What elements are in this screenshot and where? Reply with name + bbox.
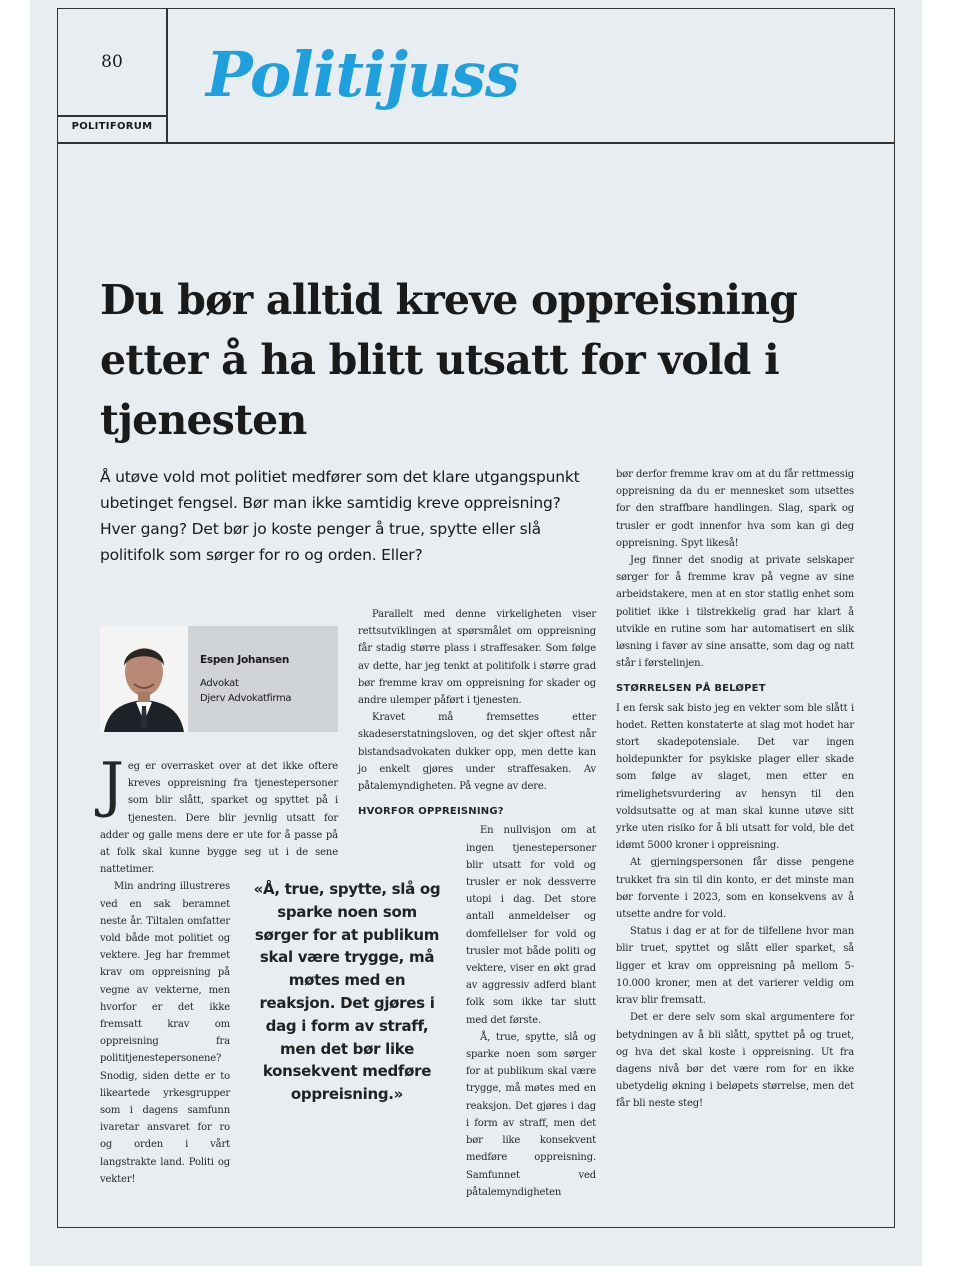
paragraph: bør derfor fremme krav om at du får rettmessig oppreisning da du er mennesket som utsettes for den straffbare handlingen. Slag, spark og trusler er godt innenfor hva som kan gi deg oppreisning. Spyt likeså!: [616, 469, 854, 549]
author-role: [200, 676, 291, 706]
paragraph: Jeg er overrasket over at det ikke oftere kreves oppreisning fra tjenestepersoner som blir slått, sparket og spyttet på i tjenesten. Dere blir jevnlig utsatt for adder og galle mens dere er ute for å passe på at folk skal kunne bygge seg ut i de sene nattetimer.: [100, 750, 338, 876]
author-firm: Djerv Advokatfirma: [200, 693, 292, 704]
paragraph: Kravet må fremsettes etter skadeserstatningsloven, og det skjer oftest når bistandsadvokaten dukker opp, men dette kan jo enkelt gjøres under straffesaken. Av påtalemyndigheten. På vegne av dere.: [358, 712, 596, 793]
paragraph: I en fersk sak bisto jeg en vekter som ble slått i hodet. Retten konstaterte at slag mot hodet har stort skadepotensiale. Det var ingen holdepunkter for psykiske plager eller skade som følge av slaget, men etter en rimelighetsvurdering av hensyn til den voldsutsatte og at man skal kunne utøve sitt yrke uten risiko for å bli utsatt for vold, ble det idømt 5000 kroner i oppreisning.: [616, 702, 854, 852]
paragraph: Parallelt med denne virkeligheten viser rettsutviklingen at spørsmålet om oppreisning får stadig større plass i straffesaker. Som følge av dette, har jeg tenkt at politifolk i større grad bør fremme krav om oppreisning for skader og andre ulemper påført i tjenesten.: [358, 609, 596, 707]
header-divider: [57, 142, 895, 144]
section-title: Politijuss: [206, 38, 519, 111]
subheading: HVORFOR OPPREISNING?: [358, 806, 504, 818]
article-headline: Du bør alltid kreve oppreisning etter å ha blitt utsatt for vold i tjenesten: [100, 276, 798, 444]
page-number: 80: [101, 52, 123, 72]
author-title: Advokat: [200, 678, 239, 689]
paragraph: Jeg finner det snodig at private selskaper sørger for å fremme krav på vegne av sine arbeidstakere, men at en stor statlig enhet som politiet ikke i tilstrekkelig grad har klart å utvikle en rutine som har automatisert en slik løsning i favør av sine ansatte, som dag og natt står i førstelinjen.: [616, 555, 854, 670]
subheading: STØRRELSEN PÅ BELØPET: [616, 683, 766, 695]
paragraph: At gjerningspersonen får disse pengene trukket fra sin til din konto, er det minste man bør forvente i 2023, som en konsekvens av å utsette andre for vold.: [616, 857, 854, 921]
paragraph: En nullvisjon om at ingen tjenestepersoner blir utsatt for vold og trusler er nok dessverre utopi i dag. Det store antall anmeldelser og domfellelser for vold og trusler mot både politi og vektere, viser en økt grad av aggressiv adferd blant folk som ikke tar slutt med det første.: [466, 825, 596, 1026]
paragraph: Status i dag er at for de tilfellene hvor man blir truet, spyttet og slått eller sparket, så ligger et krav om oppreisning på mellom 5-10.000 kroner, men at det varierer veldig om krav blir fremsatt.: [616, 926, 854, 1007]
paragraph: Min andring illustreres ved en sak beramnet neste år. Tiltalen omfatter vold både mot politiet og vektere. Jeg har fremmet krav om oppreisning på vegne av vekterne, men hvorfor er det ikke fremsatt krav om oppreisning fra polititjenestepersonene? Snodig, siden dette er to likeartede yrkesgrupper som i dagens samfunn ivaretar ansvaret for ro og orden i vårt langstrakte land. Politi og vekter!: [100, 881, 230, 1185]
author-photo: [100, 626, 188, 732]
author-name: Espen Johansen: [200, 654, 289, 666]
drop-cap: J: [100, 750, 124, 820]
paragraph: Det er dere selv som skal argumentere for betydningen av å bli slått, spyttet på og truet, og hva det skal koste i oppreisning. Ut fra dagens nivå bør det være rom for en ikke ubetydelig økning i beløpets størrelse, men det får bli neste steg!: [616, 1012, 854, 1110]
paragraph: Å, true, spytte, slå og sparke noen som sørger for at publikum skal være trygge, må møtes med en reaksjon. Det gjøres i dag i form av straff, men det bør like konsekvent medføre oppreisning. Samfunnet ved påtalemyndigheten: [466, 1031, 596, 1198]
article-lede: Å utøve vold mot politiet medfører som det klare utgangspunkt ubetinget fengsel. Bør man ikke samtidig kreve oppreisning? Hver gang? Det bør jo koste penger å true, spytte eller slå politifolk som sørger for ro og orden. Eller?: [100, 468, 580, 564]
header-box-divider: [57, 115, 167, 117]
publication-name: POLITIFORUM: [71, 121, 153, 132]
author-box: [100, 626, 338, 732]
pull-quote: «Å, true, spytte, slå og sparke noen som sørger for at publikum skal være trygge, må møtes med en reaksjon. Det gjøres i dag i form av straff, men det bør like konsekvent medføre oppreisning.»: [253, 880, 441, 1104]
article-column-3: [616, 466, 854, 1113]
